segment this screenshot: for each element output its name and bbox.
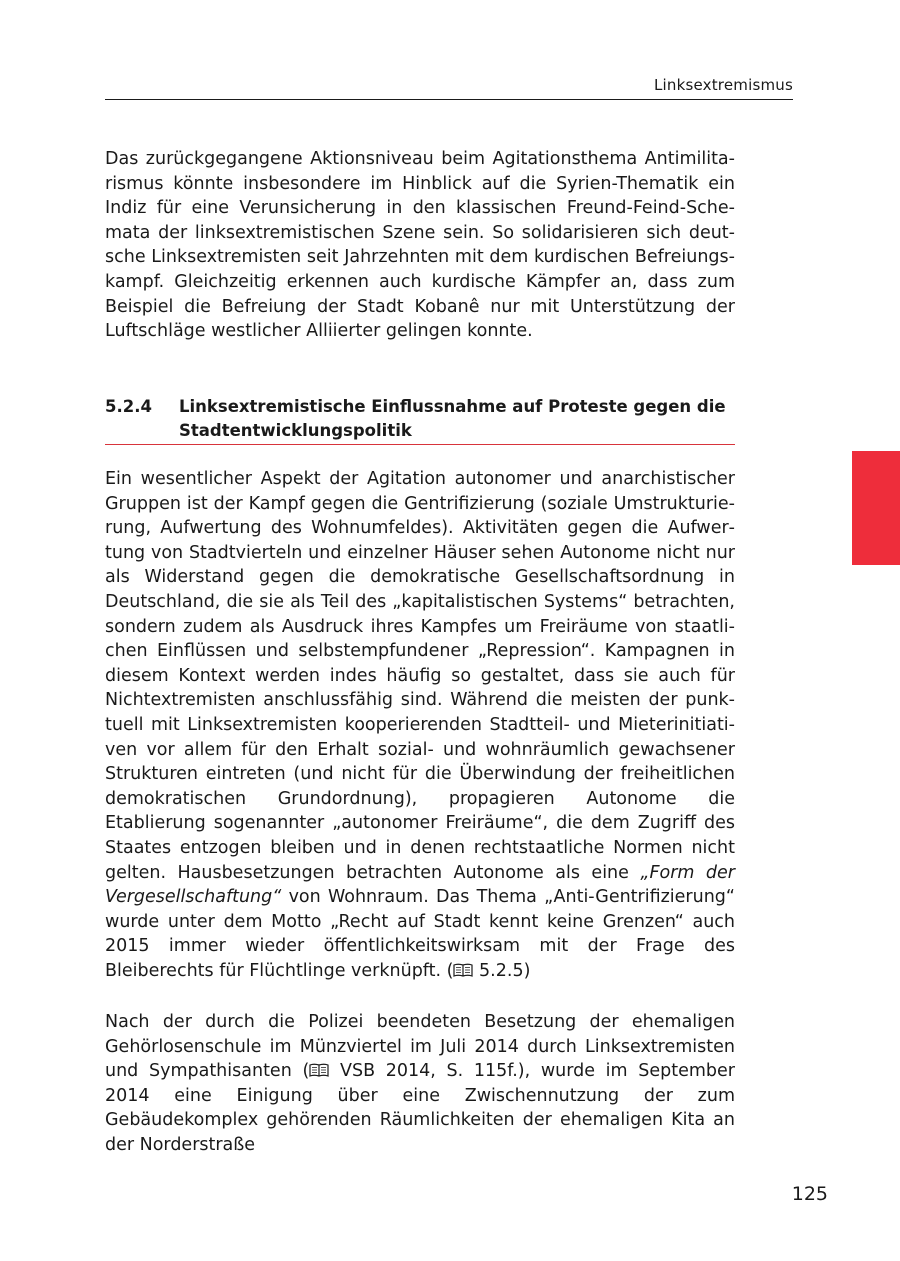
- paragraph-text: von Wohnraum. Das Thema „Anti-Gentrifizierung“ wurde unter dem Motto „Recht auf Stadt kennt keine Grenzen“ auch 2015 immer wieder öffentlichkeitswirksam mit der Frage des Bleiberechts für Flüchtlinge verknüpft. (: [105, 887, 735, 981]
- section-heading: [105, 395, 735, 445]
- section-title: Linksextremistische Einflussnahme auf Proteste gegen die Stadtentwicklungspolitik: [179, 397, 726, 440]
- paragraph-text: VSB 2014, S. 115f.), wurde im September 2014 eine Einigung über eine Zwischennutzung der zum Gebäudekomplex gehörenden Räumlichkeiten der ehemaligen Kita an der Norderstraße: [105, 1061, 736, 1155]
- paragraph-text: Das zurückgegangene Aktionsniveau beim Agitationsthema Antimilitarismus könnte insbesondere im Hinblick auf die Syrien-Thematik ein Indiz für eine Verunsicherung in den klassischen Freund-Feind-Schemata der linksextremistischen Szene sein. So solidarisieren sich deutsche Linksextremisten seit Jahrzehnten mit dem kurdischen Befreiungskampf. Gleichzeitig erkennen auch kurdische Kämpfer an, dass zum Beispiel die Befreiung der Stadt Kobanê nur mit Unterstützung der Luftschläge westlicher Alliierter gelingen konnte.: [105, 149, 735, 342]
- chapter-tab-marker: [852, 451, 900, 565]
- page-number: 125: [791, 1183, 828, 1205]
- running-title: Linksextremismus: [653, 76, 793, 94]
- body-paragraph: [105, 1010, 735, 1158]
- running-header: [105, 76, 793, 100]
- body-paragraph: [105, 467, 735, 983]
- italic-quote: „Form der Vergesellschaftung“: [105, 862, 735, 908]
- book-icon: [453, 963, 473, 978]
- body-paragraph: [105, 147, 735, 344]
- book-icon: [309, 1063, 329, 1078]
- section-number: 5.2.4: [105, 397, 152, 416]
- paragraph-text: Ein wesentlicher Aspekt der Agitation autonomer und anarchistischer Gruppen ist der Kampf gegen die Gentrifizierung (soziale Umstrukturierung, Aufwertung des Wohnumfeldes). Aktivitäten gegen die Aufwertung von Stadtvierteln und einzelner Häuser sehen Autonome nicht nur als Widerstand gegen die demokratische Gesellschaftsordnung in Deutschland, die sie als Teil des „kapitalistischen Systems“ betrachten, sondern zudem als Ausdruck ihres Kampfes um Freiräume von staatlichen Einflüssen und selbstempfundener „Repression“. Kampagnen in diesem Kontext werden indes häufig so gestaltet, dass sie auch für Nichtextremisten anschlussfähig sind. Während die meisten der punktuell mit Linksextremisten kooperierenden Stadtteil- und Mieterinitiativen vor allem für den Erhalt sozial- und wohnräumlich gewachsener Strukturen eintreten (und nicht für die Überwindung der freiheitlichen demokratischen Grundordnung), propagieren Autonome die Etablierung sogenannter „autonomer Freiräume“, die dem Zugriff des Staates entzogen bleiben und in denen rechtstaatliche Normen nicht gelten. Hausbesetzungen betrachten Autonome als eine: [105, 469, 735, 883]
- cross-reference: 5.2.5): [473, 960, 531, 981]
- paragraph-text: Nach der durch die Polizei beendeten Besetzung der ehemaligen Gehörlosenschule im Münzviertel im Juli 2014 durch Linksextremisten und Sympathisanten (: [105, 1012, 735, 1082]
